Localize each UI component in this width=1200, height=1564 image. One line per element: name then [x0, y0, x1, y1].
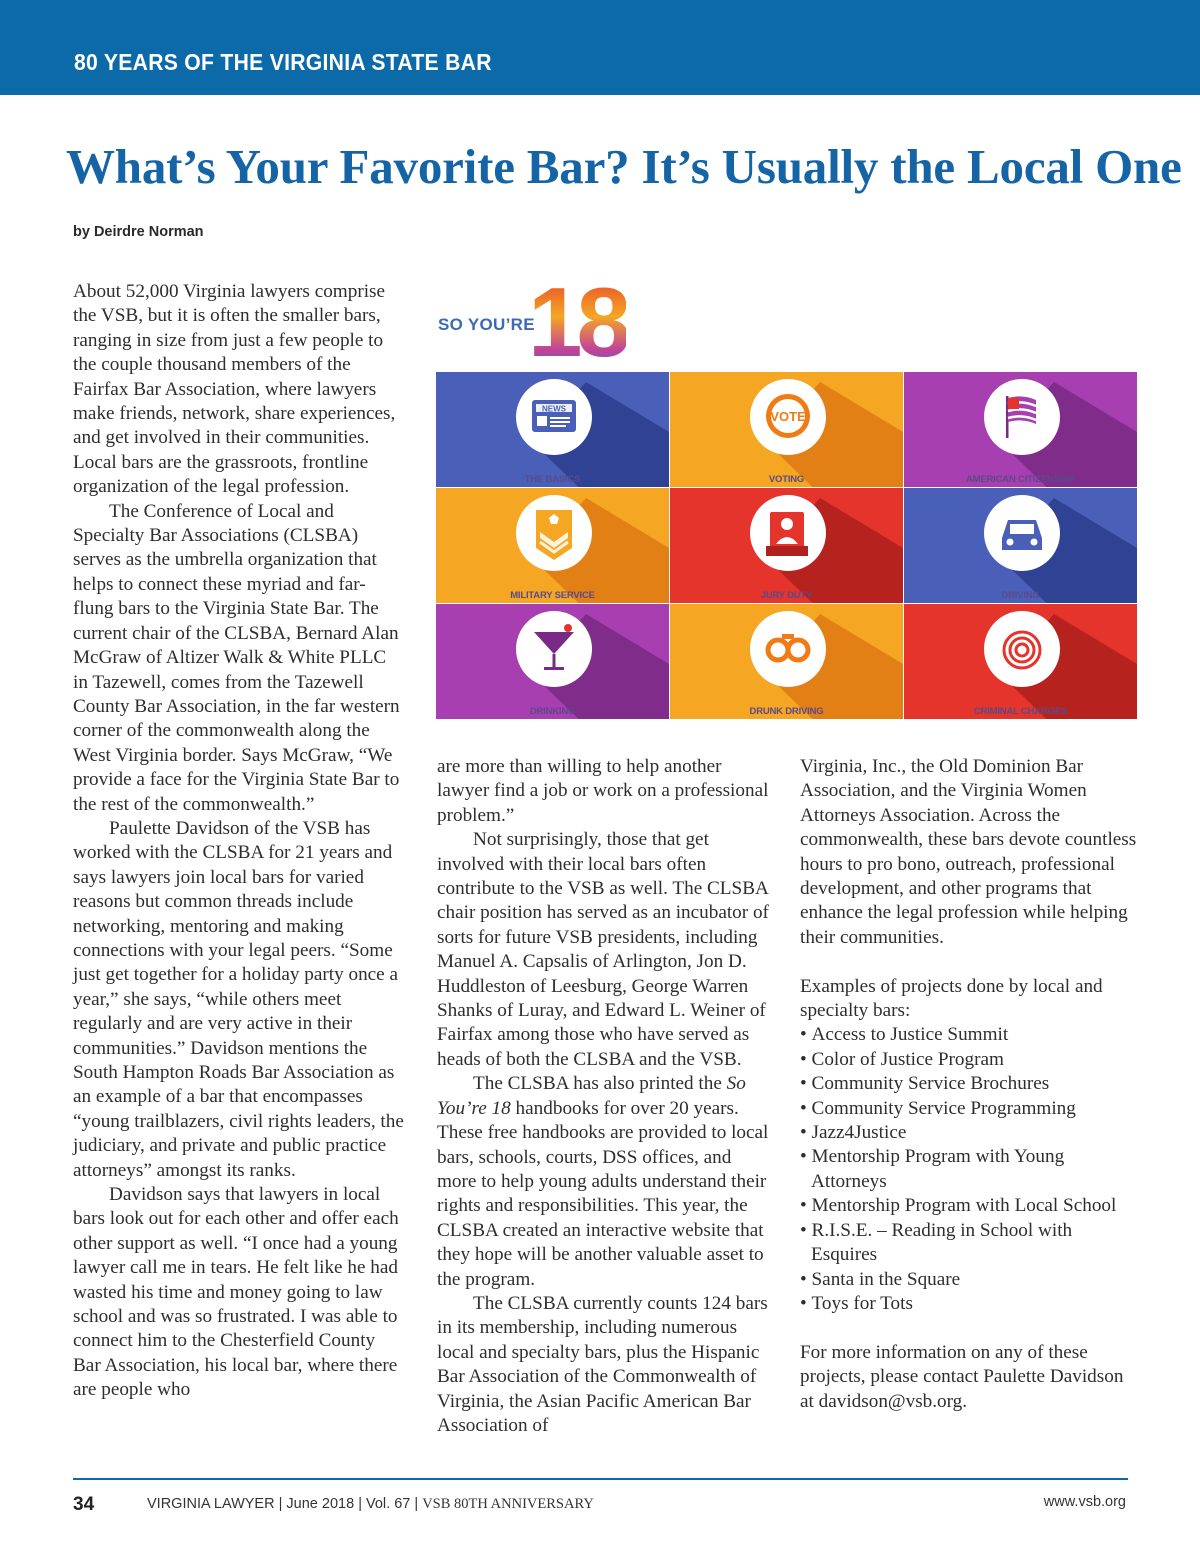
paragraph: The Conference of Local and Specialty Bar Associations (CLSBA) serves as the umbrella organization that helps to connect these myriad and far-flung bars to the Virginia State Bar. The current chair of the CLSBA, Bernard Alan McGraw of Altizer Walk & White PLLC in Tazewell, comes from the Tazewell County Bar Association, in the far western corner of the commonwealth along the West Virginia border. Says McGraw, “We provide a face for the Virginia State Bar to the rest of the commonwealth.”: [73, 500, 400, 815]
topic-tile: [436, 604, 669, 719]
eighteen-logo: [526, 278, 626, 360]
project-item: • R.I.S.E. – Reading in School with Esquires: [800, 1219, 1140, 1268]
project-item: • Access to Justice Summit: [800, 1023, 1140, 1047]
so-youre-18-graphic: [436, 278, 1134, 720]
project-item: • Jazz4Justice: [800, 1121, 1140, 1145]
car-icon: [904, 488, 1137, 603]
topic-tile: [670, 372, 903, 487]
article-title: What’s Your Favorite Bar? It’s Usually the Local One: [66, 139, 1182, 194]
flag-icon: [904, 372, 1137, 487]
topic-tile: [670, 604, 903, 719]
cocktail-icon: [436, 604, 669, 719]
topic-tile: [904, 372, 1137, 487]
project-item: • Color of Justice Program: [800, 1048, 1140, 1072]
paragraph-text: The CLSBA has also printed the: [473, 1073, 727, 1095]
tile-label: DRIVING: [1001, 590, 1040, 601]
tile-label: VOTING: [768, 474, 805, 485]
footer-rule: [73, 1478, 1128, 1480]
tile-label: MILITARY SERVICE: [510, 590, 595, 601]
footer-publication-info: [147, 1496, 594, 1513]
topic-tile: [904, 604, 1137, 719]
handcuffs-icon: [670, 604, 903, 719]
topic-tile: [436, 488, 669, 603]
anniversary-label: VSB 80TH ANNIVERSARY: [422, 1496, 594, 1512]
project-item: • Mentorship Program with Local School: [800, 1194, 1140, 1218]
tile-label: AMERICAN CITIZENSHIP: [966, 474, 1075, 485]
svg-text:VOTE: VOTE: [770, 409, 806, 424]
paragraph: Not surprisingly, those that get involved with their local bars often contribute to the VSB as well. The CLSBA chair position has served as an incubator of sorts for future VSB presidents, including Manuel A. Capsalis of Arlington, Jon D. Huddleston of Leesburg, George Warren Shanks of Luray, and Edward L. Weiner of Fairfax among those who have served as heads of both the CLSBA and the VSB.: [437, 829, 769, 1070]
topic-grid: [436, 372, 1134, 718]
byline: by Deirdre Norman: [73, 224, 204, 240]
paragraph: Davidson says that lawyers in local bars look out for each other and offer each other support as well. “I once had a young lawyer call me in tears. He felt like he had wasted his time and money going to law school and was so frustrated. I was able to connect him to the Chesterfield County Bar Association, his local bar, where there are people who: [73, 1184, 399, 1401]
separator: |: [278, 1496, 283, 1512]
juror-icon: [670, 488, 903, 603]
paragraph: [437, 1072, 772, 1292]
contact-paragraph: For more information on any of these projects, please contact Paulette Davidson at davidson@vsb.org.: [800, 1341, 1124, 1412]
project-item: • Mentorship Program with Young Attorneys: [800, 1145, 1140, 1194]
topic-tile: [904, 488, 1137, 603]
project-item: • Santa in the Square: [800, 1268, 1140, 1292]
projects-list: [800, 1023, 1140, 1316]
publication-name: VIRGINIA LAWYER: [147, 1496, 275, 1512]
topic-tile: [436, 372, 669, 487]
paragraph: are more than willing to help another lawyer find a job or work on a professional problem.”: [437, 756, 769, 826]
tile-label: DRINKING: [529, 706, 576, 717]
paragraph-text: handbooks for over 20 years. These free handbooks are provided to local bars, schools, courts, DSS offices, and more to help young adults understand their rights and responsibilities. This year, the CLSBA created an interactive website that they hope will be another valuable asset to the program.: [437, 1097, 769, 1290]
page-number: 34: [73, 1494, 95, 1515]
project-item: • Toys for Tots: [800, 1292, 1140, 1316]
paragraph: Paulette Davidson of the VSB has worked with the CLSBA for 21 years and says lawyers join local bars for varied reasons but common threads include networking, mentoring and making connections with your legal peers. “Some just get together for a holiday party once a year,” she says, “while others meet regularly and are very active in their communities.” Davidson mentions the South Hampton Roads Bar Association as an example of a bar that encompasses “young trailblazers, civil rights leaders, the judiciary, and private and public practice attorneys” amongst its ranks.: [73, 817, 404, 1181]
volume: Vol. 67: [366, 1496, 411, 1512]
paragraph: Virginia, Inc., the Old Dominion Bar Association, and the Virginia Women Attorneys Association. Across the commonwealth, these bars devote countless hours to pro bono, outreach, professional development, and other programs that enhance the legal profession while helping their communities.: [800, 756, 1137, 948]
military-chevron-icon: [436, 488, 669, 603]
header-banner: [0, 0, 1200, 95]
handbook-title: So You’re 18: [437, 1073, 746, 1119]
project-item: • Community Service Programming: [800, 1097, 1140, 1121]
banner-title: 80 YEARS OF THE VIRGINIA STATE BAR: [74, 49, 492, 75]
column-2: [437, 755, 772, 1438]
paragraph: About 52,000 Virginia lawyers comprise the VSB, but it is often the smaller bars, ranging in size from just a few people to the couple thousand members of the Fairfax Bar Association, where lawyers make friends, network, share experiences, and get involved in their communities. Local bars are the grassroots, frontline organization of the legal profession.: [73, 281, 396, 498]
tile-label: DRUNK DRIVING: [749, 706, 824, 717]
fingerprint-icon: [904, 604, 1137, 719]
projects-intro: Examples of projects done by local and specialty bars:: [800, 975, 1103, 1022]
svg-text:NEWS: NEWS: [542, 404, 566, 414]
tile-label: CRIMINAL CHARGES: [973, 706, 1068, 717]
news-icon: [436, 372, 669, 487]
footer-url: www.vsb.org: [1043, 1494, 1126, 1510]
issue-date: June 2018: [286, 1496, 355, 1512]
column-3: [800, 755, 1140, 1414]
tile-label: THE BASICS: [524, 474, 581, 485]
column-1: [73, 280, 405, 1403]
paragraph: The CLSBA currently counts 124 bars in its membership, including numerous local and specialty bars, plus the Hispanic Bar Association of the Commonwealth of Virginia, the Asian Pacific American Bar Association of: [437, 1292, 768, 1436]
separator: |: [358, 1496, 362, 1512]
vote-badge-icon: [670, 372, 903, 487]
tile-label: JURY DUTY: [760, 590, 813, 601]
separator: |: [414, 1496, 419, 1512]
project-item: • Community Service Brochures: [800, 1072, 1140, 1096]
topic-tile: [670, 488, 903, 603]
graphic-heading: SO YOU’RE: [438, 315, 535, 334]
graphic-number: 18: [528, 278, 626, 360]
